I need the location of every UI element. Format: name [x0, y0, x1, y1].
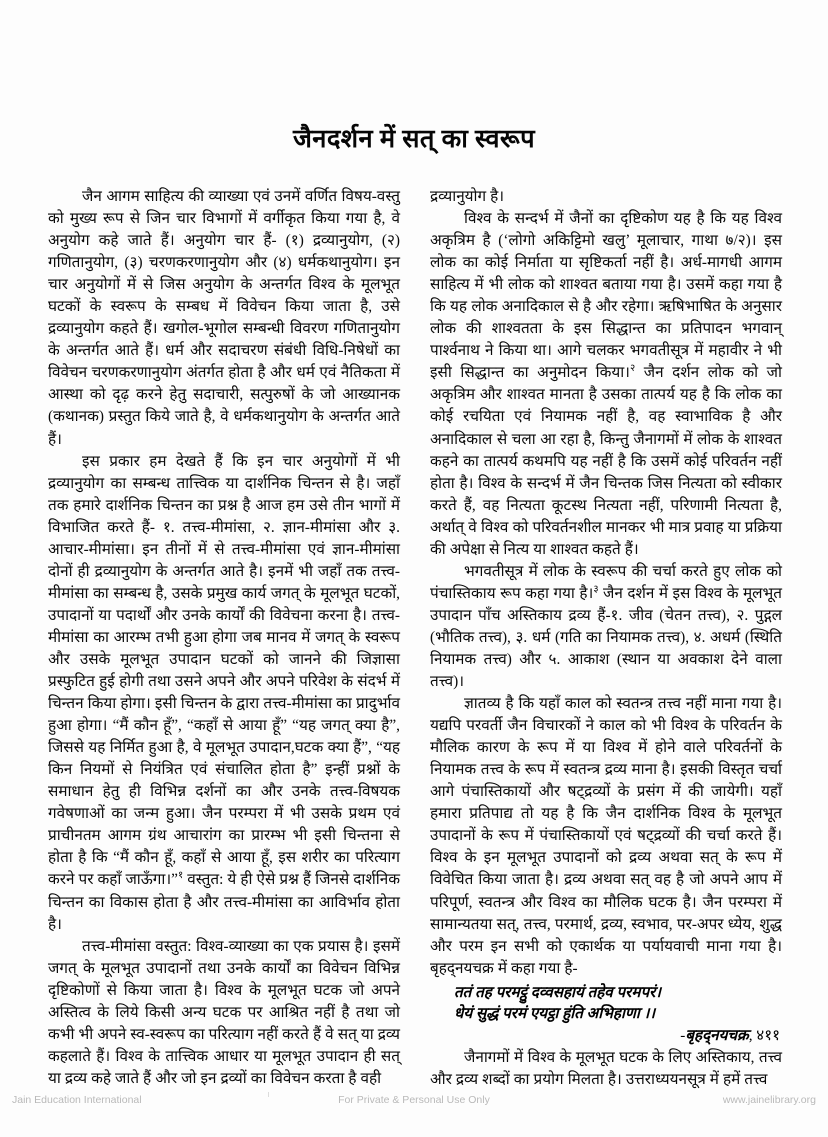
footnote-ref-3: ३	[593, 583, 599, 595]
paragraph-5	[430, 208, 782, 561]
paragraph-7: ज्ञातव्य है कि यहाँ काल को स्वतन्त्र तत्त्व नहीं माना गया है। यद्यपि परवर्ती जैन विचारकों ने काल को भी विश्व के परिवर्तन के मौलिक कारण के रूप में या विश्व में होने वाले परिवर्तनों के नियामक तत्त्व के रूप में स्वतन्त्र द्रव्य माना है। इसकी विस्तृत चर्चा आगे पंचास्तिकायों और षट्द्रव्यों के प्रसंग में की जायेगी। यहाँ हमारा प्रतिपाद्य तो यह है कि जैन दार्शनिक विश्व के मूलभूत उपादानों के रूप में पंचास्तिकायों एवं षट्द्रव्यों की चर्चा करते हैं। विश्व के इन मूलभूत उपादानों को द्रव्य अथवा सत् के रूप में विवेचित किया जाता है। द्रव्य अथवा सत् वह है जो अपने आप में परिपूर्ण, स्वतन्त्र और विश्व का मौलिक घटक है। जैन परम्परा में सामान्यतया सत्, तत्त्व, परमार्थ, द्रव्य, स्वभाव, पर-अपर ध्येय, शुद्ध और परम इन सभी को एकार्थक या पर्यायवाची माना गया है। बृहद्नयचक्र में कहा गया है-	[430, 695, 782, 977]
verse-citation	[454, 1025, 782, 1047]
footer-usage-notice: For Private & Personal Use Only	[338, 1094, 490, 1106]
right-column	[430, 186, 782, 1088]
paragraph-2-text: इस प्रकार हम देखते हैं कि इन चार अनुयोगों में भी द्रव्यानुयोग का सम्बन्ध तात्त्विक या दार्शनिक चिन्तन से है। जहाँ तक हमारे दार्शनिक चिन्तन का प्रश्न है आज हम उसे तीन भागों में विभाजित करते हैं- १. तत्त्व-मीमांसा, २. ज्ञान-मीमांसा और ३. आचार-मीमांसा। इन तीनों में से तत्त्व-मीमांसा एवं ज्ञान-मीमांसा दोनों ही द्रव्यानुयोग के अन्तर्गत आते है। इनमें भी जहाँ तक तत्त्व-मीमांसा का सम्बन्ध है, उसके प्रमुख कार्य जगत् के मूलभूत घटकों, उपादानों या पदार्थों और उनके कार्यों की विवेचना करना है। तत्त्व-मीमांसा का आरम्भ तभी हुआ होगा जब मानव में जगत् के स्वरूप और उसके मूलभूत उपादान घटकों को जानने की जिज्ञासा प्रस्फुटित हुई होगी तथा उसने अपने और अपने परिवेश के संदर्भ में चिन्तन किया होगा। इसी चिन्तन के द्वारा तत्त्व-मीमांसा का प्रादुर्भाव हुआ होगा। “मैं कौन हूँ”, “कहाँ से आया हूँ” “यह जगत् क्या है”, जिससे यह निर्मित हुआ है, वे मूलभूत उपादान,घटक क्या हैं”, “यह किन नियमों से नियंत्रित एवं संचालित होता है” इन्हीं प्रश्नों के समाधान हेतु ही विभिन्न दर्शनों का और उनके तत्त्व-विषयक गवेषणाओं का जन्म हुआ। जैन परम्परा में भी उसके प्रथम एवं प्राचीनतम आगम ग्रंथ आचारांग का प्रारम्भ भी इसी चिन्तना से होता है कि “मैं कौन हूँ, कहाँ से आया हूँ, इस शरीर का परित्याग करने पर कहाँ जाऊँगा।”	[48, 452, 400, 889]
two-column-body	[48, 186, 782, 1088]
verse-citation-source: बृहद्नयचक्र	[685, 1026, 749, 1044]
footnote-ref-2: २	[629, 363, 636, 375]
left-column	[48, 186, 400, 1087]
paragraph-4-continuation: द्रव्यानुयोग है।	[430, 188, 505, 205]
page-footer	[0, 1088, 828, 1112]
verse-citation-rest: , ४११	[748, 1026, 780, 1044]
paragraph-5-text: विश्व के सन्दर्भ में जैनों का दृष्टिकोण यह है कि यह विश्व अकृत्रिम है (‘लोगो अकिट्टिमो खलु’ मूलाचार, गाथा ७/२)। इस लोक का कोई निर्माता या सृष्टिकर्ता नहीं है। अर्ध-मागधी आगम साहित्य में भी लोक को शाश्वत बताया गया है। उसमें कहा गया है कि यह लोक अनादिकाल से है और रहेगा। ऋषिभाषित के अनुसार लोक की शाश्वतता के इस सिद्धान्त का प्रतिपादन भगवान् पार्श्वनाथ ने किया था। आगे चलकर भगवतीसूत्र में महावीर ने भी इसी सिद्धान्त का अनुमोदन किया।	[430, 210, 782, 382]
paragraph-6-text: भगवतीसूत्र में लोक के स्वरूप की चर्चा करते हुए लोक को पंचास्तिकाय रूप कहा गया है।	[430, 562, 782, 602]
quoted-verse-block	[430, 982, 782, 1047]
paragraph-8: जैनागमों में विश्व के मूलभूत घटक के लिए अस्तिकाय, तत्त्व और द्रव्य शब्दों का प्रयोग मिलता है। उत्तराध्ययनसूत्र में हमें तत्त्व	[430, 1048, 782, 1088]
paragraph-1: जैन आगम साहित्य की व्याख्या एवं उनमें वर्णित विषय-वस्तु को मुख्य रूप से जिन चार विभागों में वर्गीकृत किया गया है, वे अनुयोग कहे जाते हैं। अनुयोग चार हैं- (१) द्रव्यानुयोग, (२) गणितानुयोग, (३) चरणकरणानुयोग और (४) धर्मकथानुयोग। इन चार अनुयोगों में से जिस अनुयोग के अन्तर्गत विश्व के मूलभूत घटकों के स्वरूप के सम्बध में विवेचन किया जाता है, उसे द्रव्यानुयोग कहते हैं। खगोल-भूगोल सम्बन्धी विवरण गणितानुयोग के अन्तर्गत आते हैं। धर्म और सदाचरण संबंधी विधि-निषेधों का विवेचन चरणकरणानुयोग अंतर्गत होता है और धर्म एवं नैतिकता में आस्था को दृढ़ करने हेतु सदाचारी, सत्पुरुषों के जो आख्यानक (कथानक) प्रस्तुत किये जाते है, वे धर्मकथानुयोग के अन्तर्गत आते हैं।	[48, 188, 400, 448]
footnote-ref-1: १	[177, 870, 184, 882]
paragraph-3: तत्त्व-मीमांसा वस्तुत: विश्व-व्याख्या का एक प्रयास है। इसमें जगत् के मूलभूत उपादानों तथा उनके कार्यों का विवेचन विभिन्न दृष्टिकोणों से किया जाता है। विश्व के मूलभूत घटक जो अपने अस्तित्व के लिये किसी अन्य घटक पर आश्रित नहीं है तथा जो कभी भी अपने स्व-स्वरूप का परित्याग नहीं करते हैं वे सत् या द्रव्य कहलाते हैं। विश्व के तात्त्विक आधार या मूलभूत उपादान ही सत् या द्रव्य कहे जाते हैं और जो इन द्रव्यों का विवेचन करता है वही	[48, 937, 400, 1087]
paragraph-2	[48, 451, 400, 936]
verse-citation-dash: -	[680, 1026, 686, 1044]
footer-website[interactable]: www.jainelibrary.org	[722, 1094, 816, 1106]
paragraph-6	[430, 561, 782, 693]
verse-line-2: धेयं सुद्धं परमं एयट्ठा हुंति अभिहाणा ।।	[454, 1004, 656, 1022]
footer-publisher: Jain Education International	[12, 1094, 142, 1106]
verse-line-1: ततं तह परमट्ठुं दव्वसहायं तहेव परमपरं।	[454, 983, 662, 1001]
paragraph-5-text-after-ref: जैन दर्शन लोक को जो अकृत्रिम और शाश्वत मानता है उसका तात्पर्य यह है कि लोक का कोई रचयिता एवं नियामक नहीं है, वह स्वाभाविक है और अनादिकाल से चला आ रहा है, किन्तु जैनागमों में लोक के शाश्वत कहने का तात्पर्य कथमपि यह नहीं है कि उसमें कोई परिवर्तन नहीं होता है। विश्व के सन्दर्भ में जैन चिन्तक जिस नित्यता को स्वीकार करते हैं, वह नित्यता कूटस्थ नित्यता नहीं, परिणामी नित्यता है, अर्थात् वे विश्व को परिवर्तनशील मानकर भी मात्र प्रवाह या प्रक्रिया की अपेक्षा से नित्य या शाश्वत कहते हैं।	[430, 364, 782, 558]
paragraph-6-text-after-ref: जैन दर्शन में इस विश्व के मूलभूत उपादान पाँच अस्तिकाय द्रव्य हैं-१. जीव (चेतन तत्त्व), २. पुद्गल (भौतिक तत्त्व), ३. धर्म (गति का नियामक तत्त्व), ४. अधर्म (स्थिति नियामक तत्त्व) और ५. आकाश (स्थान या अवकाश देने वाला तत्त्व)।	[430, 584, 782, 691]
paragraph-2-text-after-ref: वस्तुत: ये ही ऐसे प्रश्न हैं जिनसे दार्शनिक चिन्तन का विकास होता है और तत्त्व-मीमांसा का आविर्भाव होता है।	[48, 871, 400, 933]
page-title: जैनदर्शन में सत् का स्वरूप	[292, 124, 535, 154]
